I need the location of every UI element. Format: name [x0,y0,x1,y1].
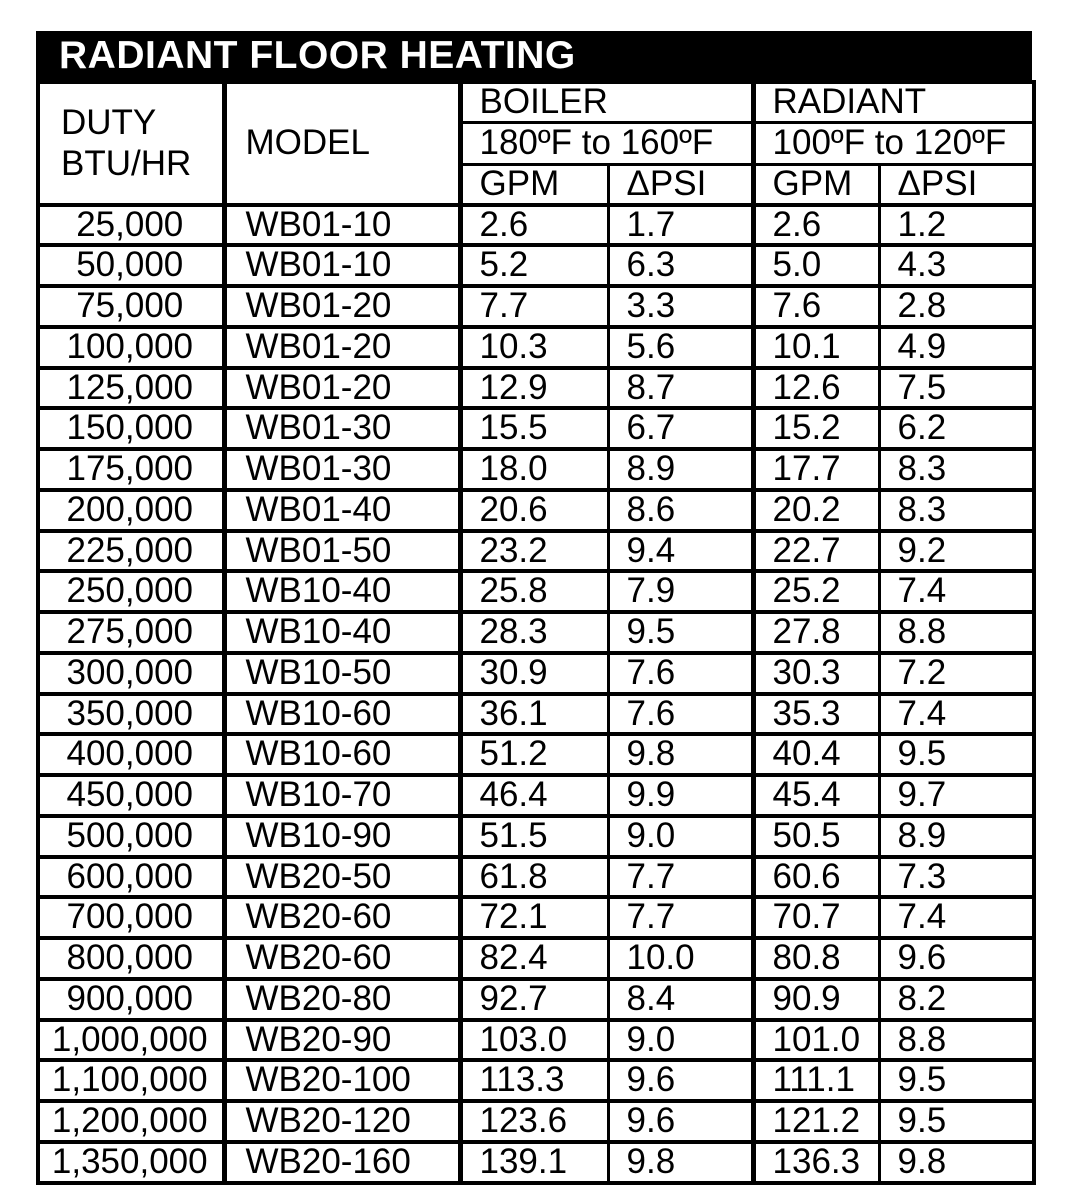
table-row [38,938,1034,979]
cell-radiant-psi: 8.2 [879,979,1034,1020]
cell-radiant-psi: 7.3 [879,857,1034,898]
cell-boiler-psi: 9.5 [608,612,753,653]
cell-boiler-gpm: 103.0 [460,1020,608,1061]
cell-boiler-gpm: 10.3 [460,327,608,368]
cell-model: WB10-90 [224,816,460,857]
cell-duty-btu-hr: 1,200,000 [38,1101,224,1142]
cell-radiant-psi: 7.2 [879,653,1034,694]
cell-model: WB10-60 [224,694,460,735]
cell-duty-btu-hr: 150,000 [38,408,224,449]
radiant-floor-heating-table [36,80,1036,1185]
cell-radiant-psi: 7.5 [879,368,1034,409]
cell-radiant-gpm: 2.6 [753,205,879,246]
cell-model: WB20-80 [224,979,460,1020]
cell-boiler-psi: 9.0 [608,816,753,857]
cell-radiant-gpm: 136.3 [753,1142,879,1183]
cell-boiler-psi: 8.7 [608,368,753,409]
cell-radiant-psi: 8.8 [879,1020,1034,1061]
cell-radiant-psi: 7.4 [879,897,1034,938]
table-row [38,1101,1034,1142]
table-row [38,612,1034,653]
column-header-duty-line1: DUTY [61,102,157,142]
cell-model: WB20-90 [224,1020,460,1061]
page-title: RADIANT FLOOR HEATING [59,34,576,77]
cell-model: WB20-50 [224,857,460,898]
cell-duty-btu-hr: 500,000 [38,816,224,857]
cell-boiler-psi: 9.0 [608,1020,753,1061]
cell-model: WB10-40 [224,571,460,612]
cell-boiler-psi: 5.6 [608,327,753,368]
table-row [38,368,1034,409]
cell-radiant-gpm: 90.9 [753,979,879,1020]
cell-boiler-psi: 8.4 [608,979,753,1020]
cell-duty-btu-hr: 900,000 [38,979,224,1020]
cell-model: WB10-50 [224,653,460,694]
cell-model: WB01-40 [224,490,460,531]
cell-duty-btu-hr: 600,000 [38,857,224,898]
cell-radiant-psi: 9.2 [879,531,1034,572]
table-row [38,857,1034,898]
cell-boiler-gpm: 51.2 [460,734,608,775]
cell-boiler-gpm: 2.6 [460,205,608,246]
cell-duty-btu-hr: 800,000 [38,938,224,979]
table-row [38,694,1034,735]
cell-radiant-psi: 7.4 [879,694,1034,735]
cell-boiler-psi: 7.6 [608,653,753,694]
cell-radiant-psi: 2.8 [879,286,1034,327]
cell-radiant-gpm: 35.3 [753,694,879,735]
cell-boiler-psi: 7.7 [608,857,753,898]
cell-boiler-psi: 3.3 [608,286,753,327]
radiant-floor-heating-datasheet [36,31,1032,1185]
table-row [38,205,1034,246]
cell-radiant-gpm: 20.2 [753,490,879,531]
cell-duty-btu-hr: 50,000 [38,245,224,286]
boiler-temp-range: 180ºF to 160ºF [460,122,753,164]
cell-duty-btu-hr: 225,000 [38,531,224,572]
cell-radiant-psi: 8.3 [879,449,1034,490]
cell-boiler-psi: 9.9 [608,775,753,816]
table-header [38,82,1034,205]
cell-boiler-gpm: 139.1 [460,1142,608,1183]
cell-boiler-gpm: 92.7 [460,979,608,1020]
cell-radiant-gpm: 80.8 [753,938,879,979]
column-header-boiler-gpm: GPM [460,164,608,204]
table-row [38,490,1034,531]
cell-model: WB01-50 [224,531,460,572]
cell-boiler-psi: 7.7 [608,897,753,938]
cell-boiler-gpm: 82.4 [460,938,608,979]
table-body [38,205,1034,1183]
table-row [38,286,1034,327]
column-header-radiant-psi: ΔPSI [879,164,1034,204]
table-row [38,653,1034,694]
table-row [38,531,1034,572]
cell-model: WB20-60 [224,938,460,979]
cell-boiler-gpm: 18.0 [460,449,608,490]
cell-boiler-psi: 9.4 [608,531,753,572]
cell-radiant-gpm: 30.3 [753,653,879,694]
cell-model: WB01-20 [224,327,460,368]
cell-duty-btu-hr: 100,000 [38,327,224,368]
cell-radiant-gpm: 50.5 [753,816,879,857]
cell-model: WB01-30 [224,449,460,490]
cell-radiant-psi: 6.2 [879,408,1034,449]
cell-radiant-psi: 9.8 [879,1142,1034,1183]
cell-boiler-gpm: 20.6 [460,490,608,531]
cell-duty-btu-hr: 250,000 [38,571,224,612]
cell-boiler-gpm: 123.6 [460,1101,608,1142]
cell-boiler-gpm: 72.1 [460,897,608,938]
cell-duty-btu-hr: 1,000,000 [38,1020,224,1061]
cell-duty-btu-hr: 175,000 [38,449,224,490]
column-header-boiler-psi: ΔPSI [608,164,753,204]
cell-radiant-psi: 9.5 [879,734,1034,775]
cell-radiant-gpm: 111.1 [753,1060,879,1101]
column-header-duty [38,82,224,205]
cell-boiler-psi: 6.7 [608,408,753,449]
column-header-duty-line2: BTU/HR [61,144,192,184]
table-row [38,775,1034,816]
cell-boiler-gpm: 15.5 [460,408,608,449]
cell-model: WB01-20 [224,286,460,327]
cell-boiler-psi: 7.6 [608,694,753,735]
cell-model: WB01-20 [224,368,460,409]
cell-radiant-psi: 9.7 [879,775,1034,816]
cell-radiant-psi: 4.9 [879,327,1034,368]
cell-boiler-psi: 10.0 [608,938,753,979]
group-header-boiler: BOILER [460,82,753,122]
cell-boiler-gpm: 12.9 [460,368,608,409]
cell-model: WB20-120 [224,1101,460,1142]
cell-boiler-psi: 9.6 [608,1101,753,1142]
cell-boiler-gpm: 113.3 [460,1060,608,1101]
table-row [38,245,1034,286]
cell-boiler-gpm: 28.3 [460,612,608,653]
cell-boiler-gpm: 25.8 [460,571,608,612]
cell-radiant-gpm: 101.0 [753,1020,879,1061]
table-row [38,1020,1034,1061]
cell-radiant-gpm: 5.0 [753,245,879,286]
cell-duty-btu-hr: 25,000 [38,205,224,246]
cell-boiler-gpm: 30.9 [460,653,608,694]
cell-boiler-gpm: 36.1 [460,694,608,735]
table-row [38,816,1034,857]
table-row [38,408,1034,449]
table-row [38,571,1034,612]
cell-radiant-gpm: 10.1 [753,327,879,368]
cell-boiler-gpm: 5.2 [460,245,608,286]
cell-radiant-gpm: 25.2 [753,571,879,612]
cell-radiant-psi: 4.3 [879,245,1034,286]
cell-radiant-psi: 9.6 [879,938,1034,979]
cell-duty-btu-hr: 75,000 [38,286,224,327]
cell-duty-btu-hr: 450,000 [38,775,224,816]
cell-radiant-gpm: 22.7 [753,531,879,572]
cell-boiler-gpm: 51.5 [460,816,608,857]
cell-duty-btu-hr: 700,000 [38,897,224,938]
cell-boiler-psi: 7.9 [608,571,753,612]
cell-radiant-gpm: 27.8 [753,612,879,653]
cell-radiant-gpm: 70.7 [753,897,879,938]
cell-boiler-gpm: 61.8 [460,857,608,898]
cell-boiler-psi: 8.9 [608,449,753,490]
cell-boiler-gpm: 7.7 [460,286,608,327]
cell-boiler-psi: 9.8 [608,734,753,775]
table-row [38,734,1034,775]
cell-radiant-gpm: 17.7 [753,449,879,490]
cell-radiant-gpm: 15.2 [753,408,879,449]
table-row [38,979,1034,1020]
cell-radiant-psi: 9.5 [879,1101,1034,1142]
cell-model: WB10-40 [224,612,460,653]
cell-duty-btu-hr: 400,000 [38,734,224,775]
cell-radiant-psi: 1.2 [879,205,1034,246]
cell-boiler-psi: 9.6 [608,1060,753,1101]
cell-model: WB10-60 [224,734,460,775]
cell-radiant-psi: 7.4 [879,571,1034,612]
cell-radiant-gpm: 7.6 [753,286,879,327]
table-row [38,897,1034,938]
radiant-temp-range: 100ºF to 120ºF [753,122,1034,164]
cell-radiant-gpm: 121.2 [753,1101,879,1142]
table-row [38,1142,1034,1183]
cell-boiler-gpm: 23.2 [460,531,608,572]
cell-duty-btu-hr: 200,000 [38,490,224,531]
cell-duty-btu-hr: 1,100,000 [38,1060,224,1101]
cell-model: WB20-100 [224,1060,460,1101]
cell-boiler-psi: 6.3 [608,245,753,286]
cell-model: WB01-30 [224,408,460,449]
cell-duty-btu-hr: 350,000 [38,694,224,735]
table-row [38,1060,1034,1101]
cell-radiant-psi: 9.5 [879,1060,1034,1101]
cell-radiant-psi: 8.3 [879,490,1034,531]
column-header-radiant-gpm: GPM [753,164,879,204]
table-row [38,327,1034,368]
cell-boiler-gpm: 46.4 [460,775,608,816]
column-header-model: MODEL [224,82,460,205]
header-row-groups [38,82,1034,122]
cell-model: WB01-10 [224,205,460,246]
cell-duty-btu-hr: 125,000 [38,368,224,409]
cell-radiant-gpm: 40.4 [753,734,879,775]
table-row [38,449,1034,490]
cell-radiant-gpm: 12.6 [753,368,879,409]
cell-model: WB20-60 [224,897,460,938]
cell-model: WB01-10 [224,245,460,286]
cell-boiler-psi: 9.8 [608,1142,753,1183]
cell-model: WB10-70 [224,775,460,816]
cell-radiant-gpm: 60.6 [753,857,879,898]
cell-boiler-psi: 8.6 [608,490,753,531]
cell-duty-btu-hr: 1,350,000 [38,1142,224,1183]
group-header-radiant: RADIANT [753,82,1034,122]
cell-duty-btu-hr: 275,000 [38,612,224,653]
table-title-bar [36,31,1032,80]
cell-model: WB20-160 [224,1142,460,1183]
cell-radiant-psi: 8.8 [879,612,1034,653]
cell-radiant-psi: 8.9 [879,816,1034,857]
cell-radiant-gpm: 45.4 [753,775,879,816]
cell-duty-btu-hr: 300,000 [38,653,224,694]
cell-boiler-psi: 1.7 [608,205,753,246]
